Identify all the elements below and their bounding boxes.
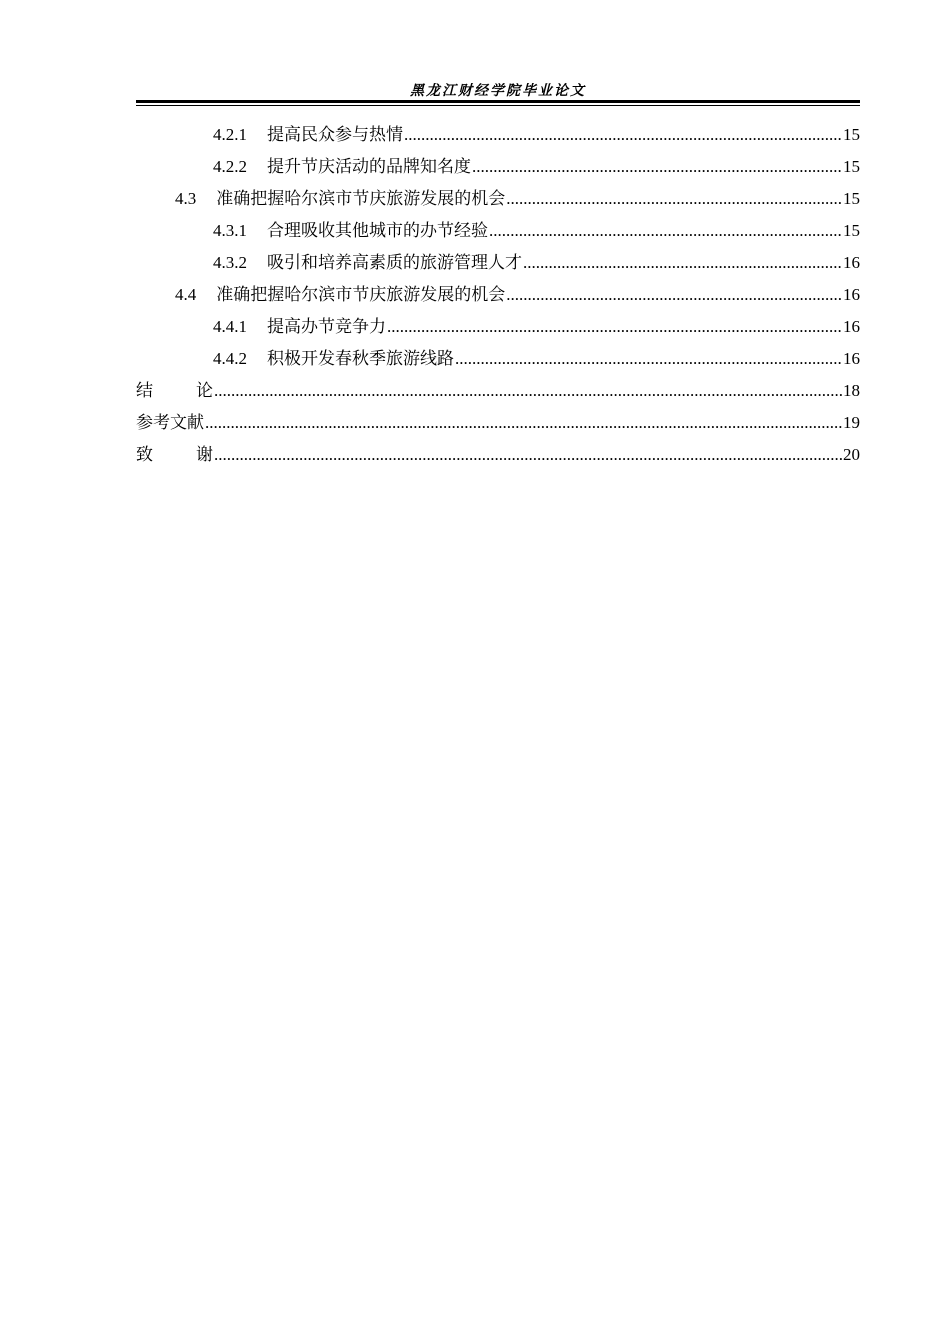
toc-entry-title: 准确把握哈尔滨市节庆旅游发展的机会	[216, 285, 506, 304]
toc-entry-4-4-1[interactable]	[136, 311, 860, 343]
toc-entry-title: 提升节庆活动的品牌知名度	[267, 157, 471, 176]
toc-entry-page: 18	[843, 381, 860, 400]
toc-entry-title: 参考文献	[136, 413, 204, 432]
toc-title-char: 致	[136, 445, 153, 464]
toc-entry-page: 15	[843, 125, 860, 144]
toc-dot-leader	[205, 407, 842, 439]
toc-title-char: 结	[136, 381, 153, 400]
toc-entry-number: 4.4.1	[213, 317, 247, 336]
running-header-title: 黑龙江财经学院毕业论文	[410, 83, 586, 99]
toc-entry-title: 提高民众参与热情	[267, 125, 403, 144]
toc-entry-title: 提高办节竞争力	[267, 317, 386, 336]
toc-entry-4-2-1[interactable]	[136, 119, 860, 151]
toc-entry-title: 准确把握哈尔滨市节庆旅游发展的机会	[216, 189, 506, 208]
toc-entry-page: 16	[843, 317, 860, 336]
toc-entry-conclusion[interactable]	[136, 375, 860, 407]
toc-entry-page: 15	[843, 189, 860, 208]
toc-entry-number: 4.2.1	[213, 125, 247, 144]
toc-entry-page: 16	[843, 285, 860, 304]
toc-entry-number: 4.3	[175, 189, 197, 208]
toc-entry-acknowledgement[interactable]	[136, 439, 860, 471]
toc-dot-leader	[214, 439, 842, 471]
toc-entry-number: 4.4.2	[213, 349, 247, 368]
toc-entry-page: 16	[843, 349, 860, 368]
toc-entry-4-2-2[interactable]	[136, 151, 860, 183]
toc-entry-page: 15	[843, 221, 860, 240]
toc-entry-page: 19	[843, 413, 860, 432]
toc-entry-references[interactable]	[136, 407, 860, 439]
toc-entry-title: 吸引和培养高素质的旅游管理人才	[267, 253, 522, 272]
toc-entry-page: 15	[843, 157, 860, 176]
toc-entry-page: 16	[843, 253, 860, 272]
toc-entry-title	[136, 439, 213, 471]
toc-title-char: 谢	[196, 445, 213, 464]
toc-entry-4-3-1[interactable]	[136, 215, 860, 247]
toc-title-char: 论	[196, 381, 213, 400]
toc-dot-leader	[387, 311, 842, 343]
toc-entry-number: 4.3.1	[213, 221, 247, 240]
toc-dot-leader	[506, 183, 842, 215]
toc-entry-number: 4.4	[175, 285, 197, 304]
toc-entry-title: 合理吸收其他城市的办节经验	[267, 221, 488, 240]
toc-entry-4-3-2[interactable]	[136, 247, 860, 279]
toc-entry-title: 积极开发春秋季旅游线路	[267, 349, 454, 368]
toc-dot-leader	[506, 279, 842, 311]
header-rule-thin	[136, 105, 860, 106]
table-of-contents	[136, 119, 860, 471]
toc-dot-leader	[472, 151, 842, 183]
toc-entry-title	[136, 375, 213, 407]
toc-entry-page: 20	[843, 445, 860, 464]
toc-entry-4-4[interactable]	[136, 279, 860, 311]
toc-dot-leader	[455, 343, 842, 375]
toc-dot-leader	[214, 375, 842, 407]
toc-entry-4-3[interactable]	[136, 183, 860, 215]
toc-dot-leader	[489, 215, 842, 247]
toc-entry-number: 4.3.2	[213, 253, 247, 272]
toc-dot-leader	[404, 119, 842, 151]
header-rule-thick	[136, 100, 860, 103]
toc-dot-leader	[523, 247, 842, 279]
toc-entry-4-4-2[interactable]	[136, 343, 860, 375]
toc-entry-number: 4.2.2	[213, 157, 247, 176]
